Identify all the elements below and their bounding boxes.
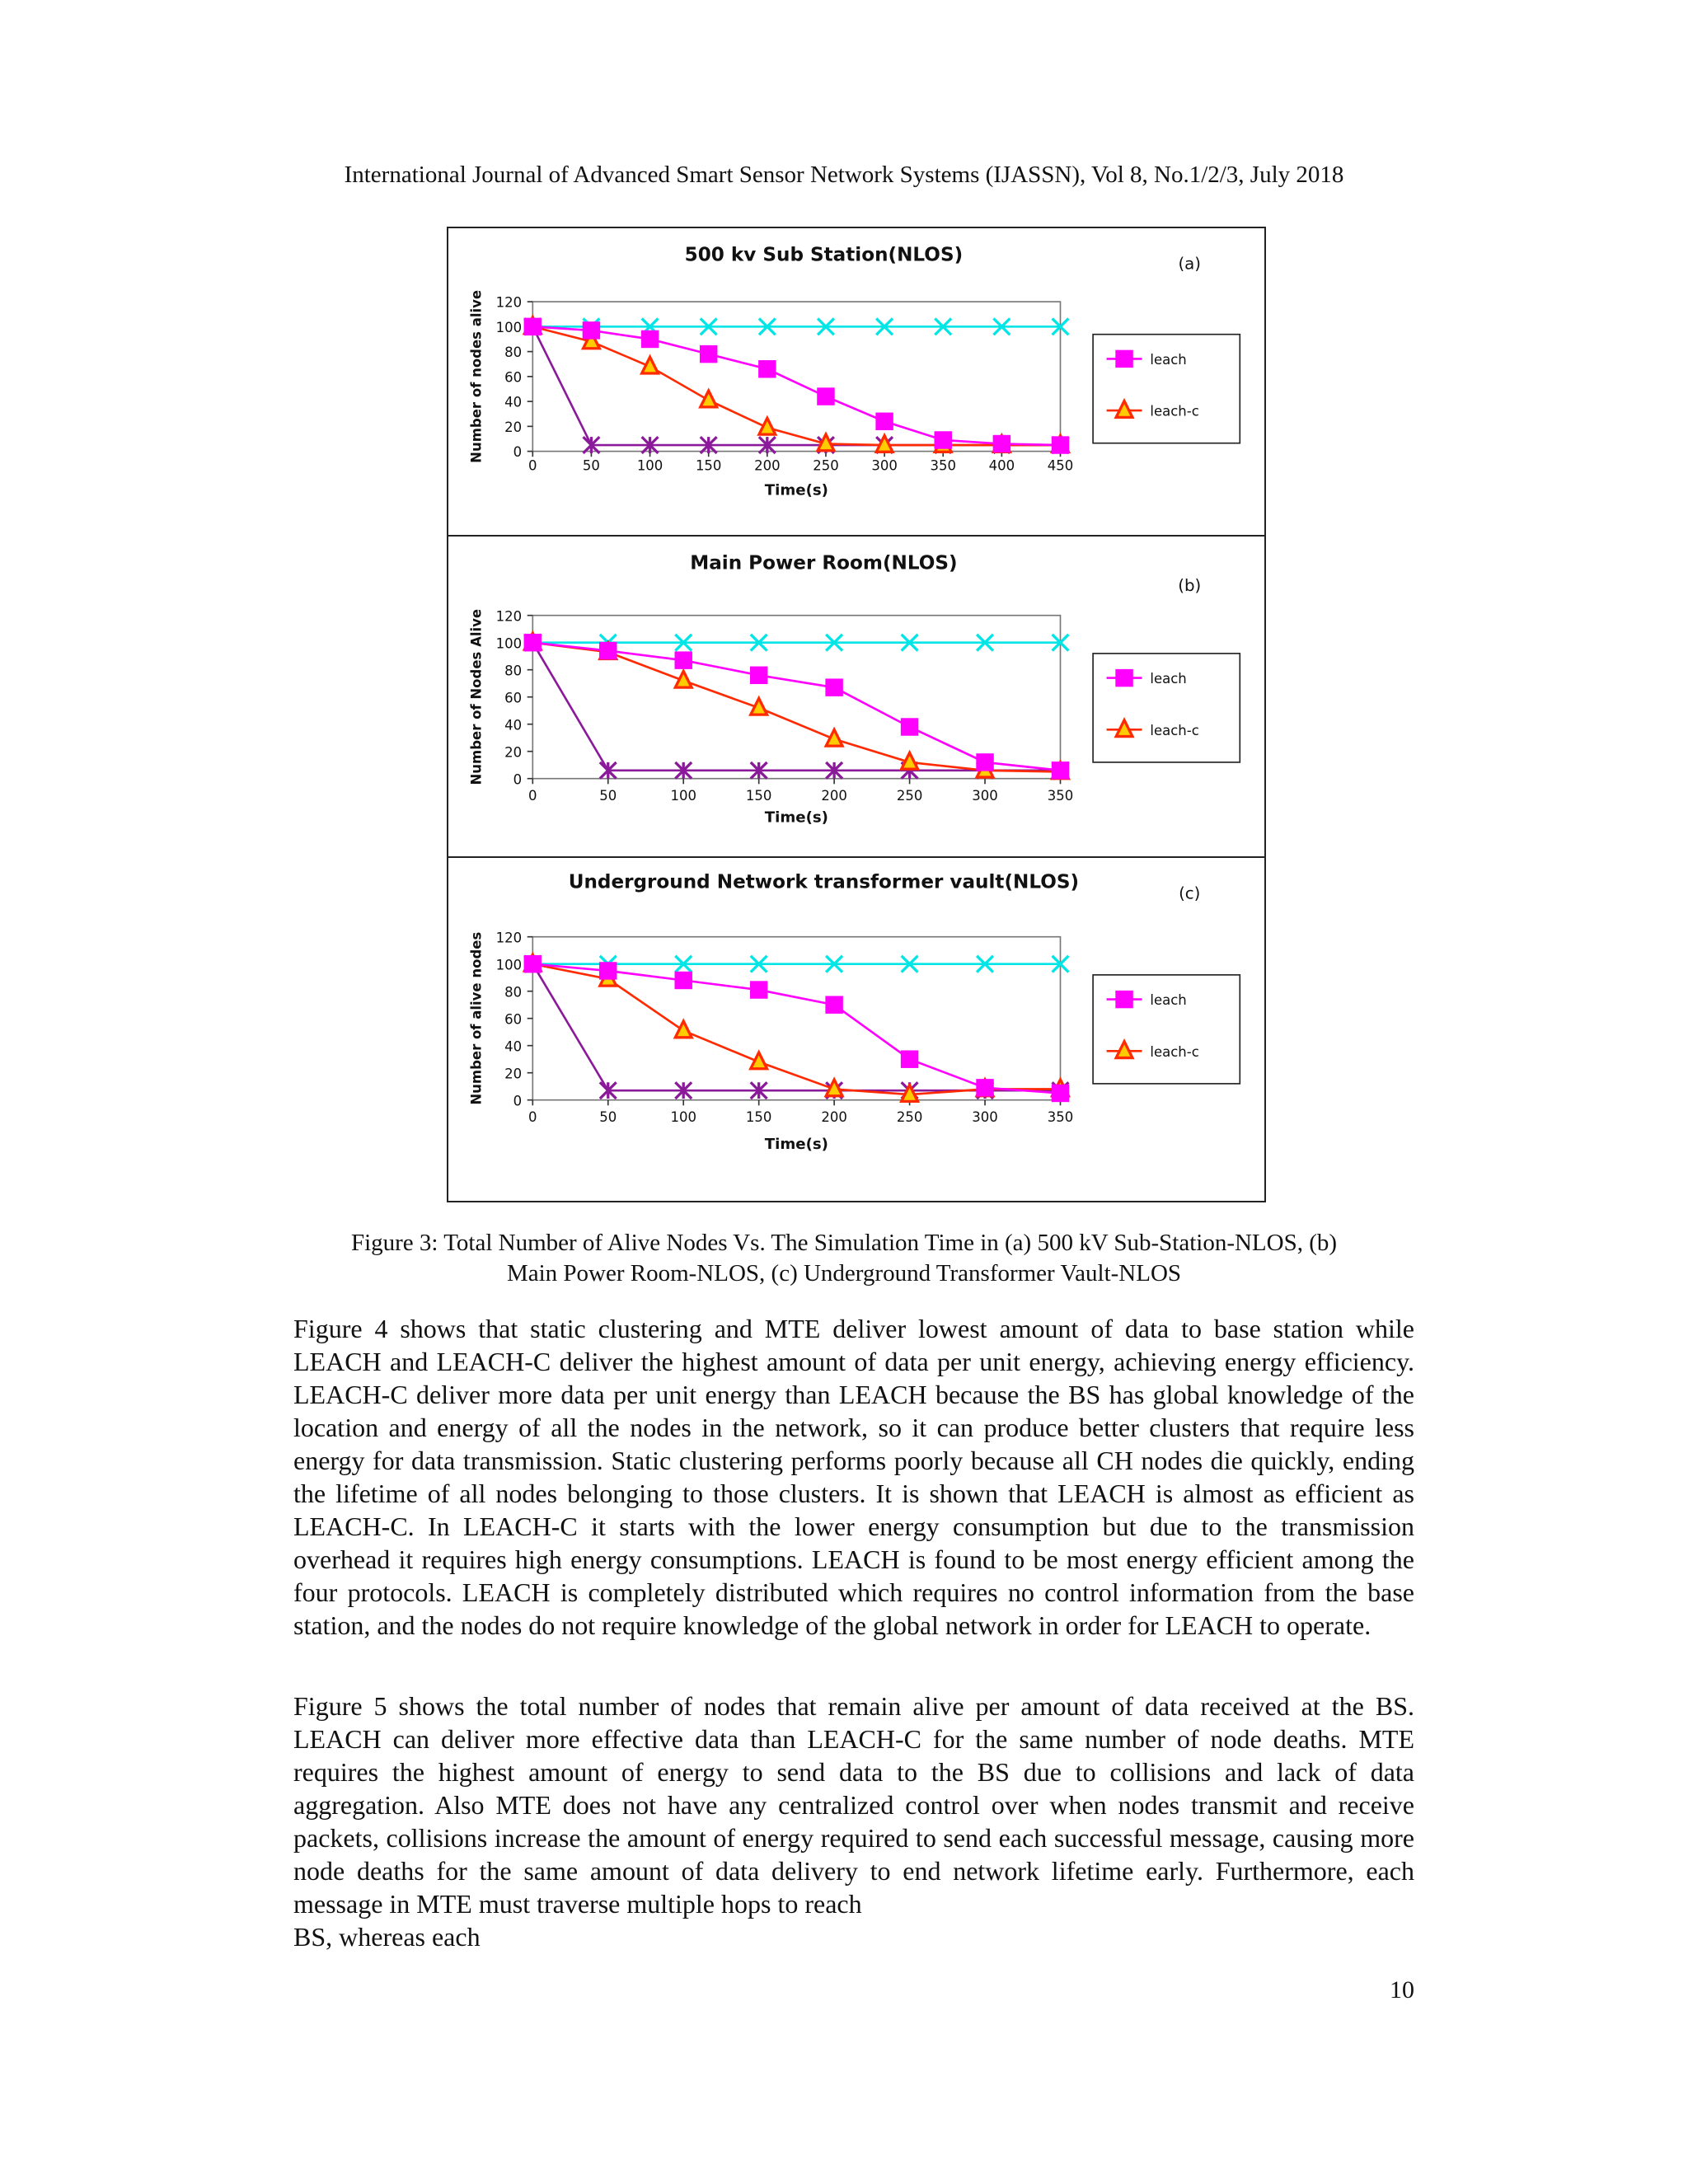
data-point bbox=[1053, 1085, 1069, 1102]
data-point bbox=[826, 679, 842, 696]
x-tick-label: 400 bbox=[988, 457, 1015, 474]
y-tick-label: 100 bbox=[495, 957, 523, 973]
y-tick-label: 20 bbox=[504, 419, 523, 435]
legend-label: leach-c bbox=[1150, 722, 1199, 738]
plot-area bbox=[532, 302, 1060, 451]
data-point bbox=[524, 635, 541, 651]
chart-plot-group bbox=[469, 553, 1240, 827]
data-point bbox=[818, 388, 834, 405]
chart-plot-group bbox=[469, 245, 1240, 499]
data-point bbox=[902, 1051, 918, 1067]
x-axis-label: Time(s) bbox=[764, 808, 828, 827]
x-tick-label: 150 bbox=[745, 788, 772, 804]
y-axis-label: Number of nodes alive bbox=[468, 289, 485, 463]
x-tick-label: 50 bbox=[599, 1109, 617, 1126]
panel-tag: (b) bbox=[1178, 576, 1202, 595]
data-point bbox=[751, 982, 767, 998]
paragraph-1: Figure 4 shows that static clustering and MTE deliver lowest amount of data to base station while LEACH and LEACH-C deliver the highest amount of data per unit energy, achieving energy efficiency. LEACH-C deliver more data per unit energy than LEACH because the BS has global knowledge of the location and energy of all the nodes in the network, so it can produce better clusters that require less energy for data transmission. Static clustering performs poorly because all CH nodes die quickly, ending the lifetime of all nodes belonging to those clusters. It is shown that LEACH is almost as efficient as LEACH-C. In LEACH-C it starts with the lower energy consumption but due to the transmission overhead it requires high energy consumptions. LEACH is found to be most energy efficient among the four protocols. LEACH is completely distributed which requires no control information from the base station, and the nodes do not require knowledge of the global network in order for LEACH to operate. bbox=[293, 1314, 1414, 1640]
chart-panel-b bbox=[448, 537, 1264, 858]
x-tick-label: 200 bbox=[754, 457, 781, 474]
y-tick-label: 100 bbox=[495, 635, 523, 652]
caption-line-1: Figure 3: Total Number of Alive Nodes Vs. The Simulation Time in (a) 500 kV Sub-Station-NLOS, (b) bbox=[350, 1230, 1338, 1256]
legend-box bbox=[1093, 654, 1240, 762]
y-tick-label: 60 bbox=[504, 1011, 523, 1028]
x-tick-label: 50 bbox=[599, 788, 617, 804]
data-point bbox=[759, 361, 776, 377]
y-tick-label: 0 bbox=[513, 771, 523, 788]
paragraph-2-end: BS, whereas each bbox=[293, 1922, 481, 1952]
x-tick-label: 150 bbox=[745, 1109, 772, 1126]
data-point bbox=[977, 754, 993, 771]
x-axis-label: Time(s) bbox=[764, 481, 828, 499]
chart-plot-group bbox=[469, 871, 1240, 1153]
journal-header: International Journal of Advanced Smart Sensor Network Systems (IJASSN), Vol 8, No.1/2/3, July 2018 bbox=[344, 162, 1344, 188]
x-tick-label: 300 bbox=[871, 457, 898, 474]
y-tick-label: 60 bbox=[504, 369, 523, 386]
data-point bbox=[600, 643, 617, 659]
data-point bbox=[524, 318, 541, 335]
data-point bbox=[826, 996, 842, 1013]
data-point bbox=[642, 331, 659, 348]
chart-b bbox=[448, 537, 1264, 856]
x-tick-label: 300 bbox=[972, 1109, 998, 1126]
legend-label: leach bbox=[1150, 671, 1187, 687]
x-tick-label: 0 bbox=[528, 457, 537, 474]
x-tick-label: 250 bbox=[813, 457, 839, 474]
y-tick-label: 60 bbox=[504, 690, 523, 706]
y-axis-label: Number of Nodes Alive bbox=[468, 608, 485, 785]
y-tick-label: 80 bbox=[504, 984, 523, 1001]
y-tick-label: 0 bbox=[513, 444, 523, 461]
x-tick-label: 450 bbox=[1047, 457, 1074, 474]
x-tick-label: 350 bbox=[930, 457, 956, 474]
legend-marker bbox=[1116, 670, 1132, 687]
y-tick-label: 100 bbox=[495, 319, 523, 335]
data-point bbox=[751, 667, 767, 683]
y-tick-label: 40 bbox=[504, 1038, 523, 1055]
data-point bbox=[524, 956, 541, 972]
data-point bbox=[675, 652, 692, 668]
legend-box bbox=[1093, 975, 1240, 1084]
x-tick-label: 350 bbox=[1047, 788, 1074, 804]
data-point bbox=[935, 432, 951, 448]
chart-a bbox=[448, 228, 1264, 535]
y-tick-label: 0 bbox=[513, 1093, 523, 1109]
chart-title: Main Power Room(NLOS) bbox=[690, 552, 958, 574]
chart-title: Underground Network transformer vault(NLOS) bbox=[568, 871, 1080, 893]
data-point bbox=[1053, 762, 1069, 779]
data-point bbox=[701, 346, 717, 363]
y-axis-label: Number of alive nodes bbox=[468, 931, 485, 1105]
data-point bbox=[600, 963, 617, 979]
chart-panel-a bbox=[448, 228, 1264, 537]
y-tick-label: 20 bbox=[504, 1066, 523, 1082]
legend-box bbox=[1093, 335, 1240, 443]
legend-label: leach bbox=[1150, 992, 1187, 1009]
x-tick-label: 200 bbox=[821, 788, 847, 804]
x-tick-label: 150 bbox=[695, 457, 722, 474]
y-tick-label: 120 bbox=[495, 294, 523, 311]
x-tick-label: 100 bbox=[670, 788, 696, 804]
x-axis-label: Time(s) bbox=[764, 1136, 828, 1154]
x-tick-label: 350 bbox=[1047, 1109, 1074, 1126]
y-tick-label: 20 bbox=[504, 744, 523, 761]
data-point bbox=[902, 719, 918, 735]
x-tick-label: 250 bbox=[896, 1109, 923, 1126]
caption-line-2: Main Power Room-NLOS, (c) Underground Transformer Vault-NLOS bbox=[506, 1260, 1182, 1286]
x-tick-label: 100 bbox=[670, 1109, 696, 1126]
chart-panel-c bbox=[448, 858, 1264, 1201]
x-tick-label: 200 bbox=[821, 1109, 847, 1126]
page-number: 10 bbox=[1390, 1976, 1414, 2004]
data-point bbox=[977, 1080, 993, 1096]
data-point bbox=[876, 413, 893, 429]
x-tick-label: 300 bbox=[972, 788, 998, 804]
paragraph-2 bbox=[293, 1690, 1414, 1953]
legend-label: leach-c bbox=[1150, 403, 1199, 419]
paragraph-2-text: Figure 5 shows the total number of nodes that remain alive per amount of data received at the BS. LEACH can deliver more effective data than LEACH-C for the same number of node deaths. MTE requires the highest amount of energy to send data to the BS due to collisions and lack of data aggregation. Also MTE does not have any centralized control over when nodes transmit and receive packets, collisions increase the amount of energy required to send each successful message, causing more node deaths for the same amount of data delivery to end network lifetime early. Furthermore, each message in MTE must traverse multiple hops to reach bbox=[293, 1691, 1414, 1919]
legend-marker bbox=[1116, 991, 1132, 1008]
y-tick-label: 80 bbox=[504, 344, 523, 361]
data-point bbox=[584, 322, 600, 339]
panel-tag: (a) bbox=[1178, 254, 1202, 274]
legend-marker bbox=[1116, 351, 1132, 368]
y-tick-label: 80 bbox=[504, 663, 523, 679]
y-tick-label: 40 bbox=[504, 394, 523, 410]
chart-c bbox=[448, 858, 1264, 1199]
x-tick-label: 250 bbox=[896, 788, 923, 804]
data-point bbox=[1053, 437, 1069, 453]
legend-label: leach-c bbox=[1150, 1043, 1199, 1060]
x-tick-label: 0 bbox=[528, 788, 537, 804]
figure-3 bbox=[447, 227, 1266, 1202]
data-point bbox=[675, 972, 692, 989]
x-tick-label: 0 bbox=[528, 1109, 537, 1126]
data-point bbox=[993, 436, 1010, 452]
x-tick-label: 100 bbox=[636, 457, 663, 474]
x-tick-label: 50 bbox=[582, 457, 600, 474]
figure-caption bbox=[247, 1228, 1441, 1289]
y-tick-label: 120 bbox=[495, 608, 523, 625]
panel-tag: (c) bbox=[1179, 883, 1201, 903]
y-tick-label: 40 bbox=[504, 717, 523, 733]
chart-title: 500 kv Sub Station(NLOS) bbox=[684, 244, 964, 266]
legend-label: leach bbox=[1150, 352, 1187, 368]
y-tick-label: 120 bbox=[495, 930, 523, 946]
